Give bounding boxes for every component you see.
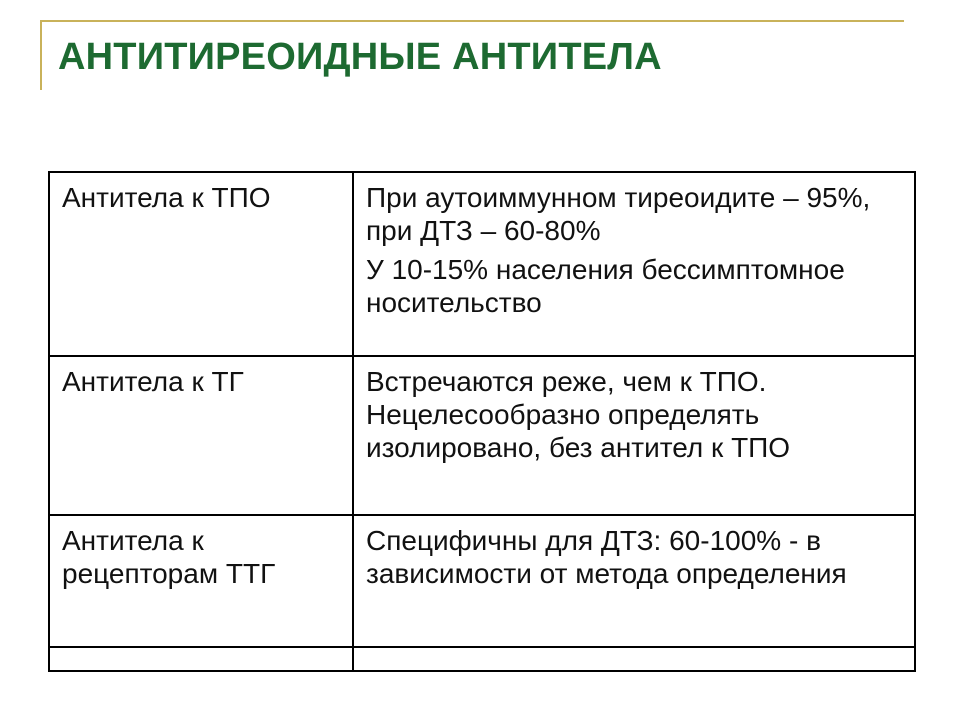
row-label-tsh-receptor: Антитела к рецепторам ТТГ (49, 515, 353, 647)
description-paragraph: Специфичны для ДТЗ: 60-100% - в зависимости от метода определения (366, 525, 847, 589)
empty-cell (353, 647, 915, 671)
table-row (49, 172, 915, 356)
title-frame-left-line (40, 20, 42, 90)
title-frame-top-line (40, 20, 904, 22)
description-paragraph: При аутоиммунном тиреоидите – 95%, при ДТЗ – 60-80% (366, 182, 871, 246)
row-description-tpo (353, 172, 915, 356)
slide-title: АНТИТИРЕОИДНЫЕ АНТИТЕЛА (58, 36, 662, 78)
row-label-tpo: Антитела к ТПО (49, 172, 353, 356)
empty-cell (49, 647, 353, 671)
row-label-tg: Антитела к ТГ (49, 356, 353, 515)
antibody-table (48, 171, 916, 672)
table-row (49, 356, 915, 515)
description-paragraph: У 10-15% населения бессимптомное носительство (366, 254, 845, 318)
row-description-tsh-receptor (353, 515, 915, 647)
table-row-empty (49, 647, 915, 671)
table-row (49, 515, 915, 647)
description-paragraph: Встречаются реже, чем к ТПО. Нецелесообразно определять изолировано, без антител к ТПО (366, 366, 791, 463)
row-description-tg (353, 356, 915, 515)
